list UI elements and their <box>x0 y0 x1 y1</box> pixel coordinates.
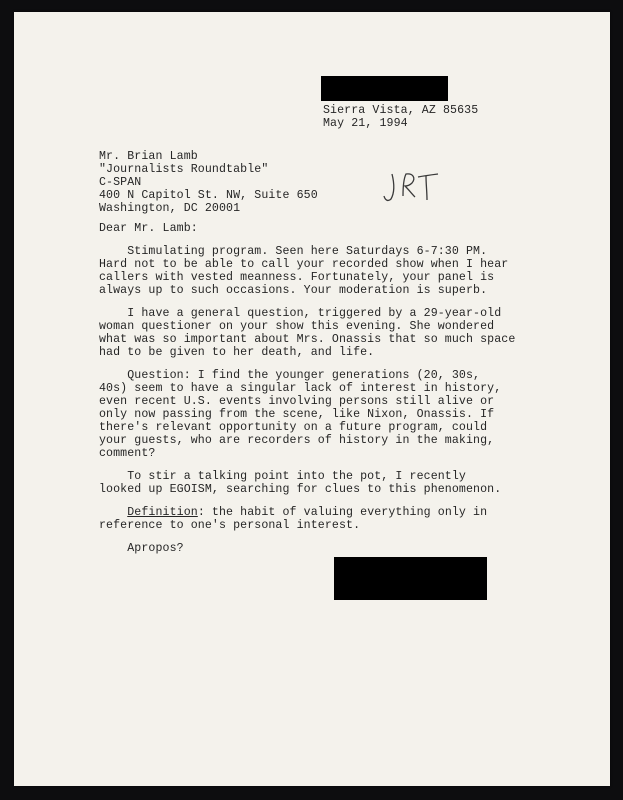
paragraph-line: always up to such occasions. Your moderation is superb. <box>99 284 488 297</box>
letter-date: May 21, 1994 <box>323 117 408 130</box>
paragraph-line: comment? <box>99 447 156 460</box>
paragraph-line: even recent U.S. events involving persons still alive or <box>99 395 495 408</box>
paragraph-line: only now passing from the scene, like Nixon, Onassis. If <box>99 408 495 421</box>
definition-line-2: reference to one's personal interest. <box>99 519 361 532</box>
recipient-line: Mr. Brian Lamb <box>99 150 198 163</box>
paragraph-line: Stimulating program. Seen here Saturdays 6-7:30 PM. <box>99 245 488 258</box>
paragraph-line: 40s) seem to have a singular lack of interest in history, <box>99 382 502 395</box>
handwritten-initials <box>382 170 442 204</box>
recipient-line: Washington, DC 20001 <box>99 202 241 215</box>
paragraph-line: To stir a talking point into the pot, I recently <box>99 470 466 483</box>
recipient-line: C-SPAN <box>99 176 142 189</box>
letter-page <box>14 12 610 786</box>
recipient-line: "Journalists Roundtable" <box>99 163 269 176</box>
apropos-line <box>99 543 184 556</box>
redacted-sender-name <box>321 76 448 101</box>
recipient-line: 400 N Capitol St. NW, Suite 650 <box>99 189 318 202</box>
definition-text: : the habit of valuing everything only in <box>197 506 488 519</box>
definition-line <box>99 507 487 520</box>
sender-city-line: Sierra Vista, AZ 85635 <box>323 104 479 117</box>
apropos-text: Apropos? <box>127 542 184 555</box>
paragraph-line: what was so important about Mrs. Onassis that so much space <box>99 333 516 346</box>
paragraph-line: there's relevant opportunity on a future program, could <box>99 421 488 434</box>
redacted-signature <box>334 557 487 600</box>
definition-term: Definition <box>127 506 198 519</box>
salutation: Dear Mr. Lamb: <box>99 222 198 235</box>
paragraph-line: had to be given to her death, and life. <box>99 346 375 359</box>
paragraph-line: looked up EGOISM, searching for clues to this phenomenon. <box>99 483 502 496</box>
paragraph-line: Question: I find the younger generations (20, 30s, <box>99 369 481 382</box>
paragraph-line: woman questioner on your show this evening. She wondered <box>99 320 495 333</box>
paragraph-line: I have a general question, triggered by a 29-year-old <box>99 307 502 320</box>
paragraph-line: callers with vested meanness. Fortunately, your panel is <box>99 271 495 284</box>
paragraph-line: your guests, who are recorders of history in the making, <box>99 434 495 447</box>
paragraph-line: Hard not to be able to call your recorded show when I hear <box>99 258 509 271</box>
